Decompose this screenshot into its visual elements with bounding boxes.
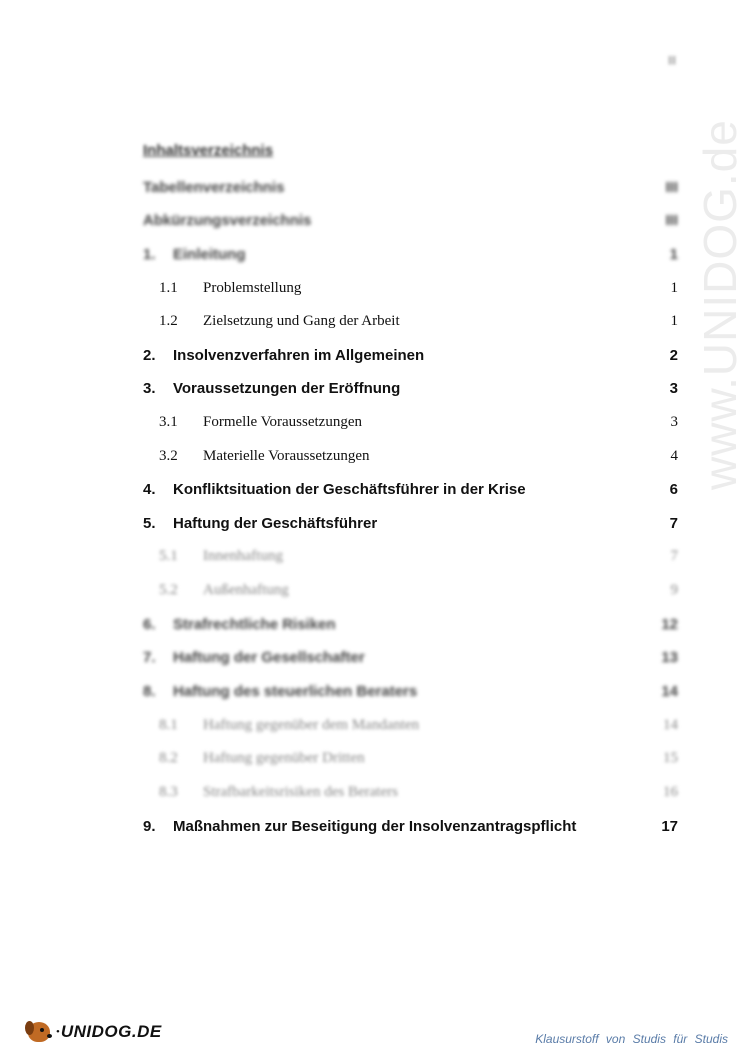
toc-entry-label: Strafrechtliche Risiken — [173, 615, 336, 633]
toc-entry-9 — [143, 809, 678, 843]
toc-entry-3 — [143, 371, 678, 405]
toc-entry-page: III — [665, 178, 678, 196]
toc-entry-page: 4 — [670, 447, 678, 464]
toc-entry-page: 1 — [669, 245, 678, 263]
toc-entry-page: 1 — [670, 312, 678, 329]
toc-entry-number: 5.1 — [159, 547, 178, 564]
toc-entry-8-1 — [143, 708, 678, 742]
toc-entry-page: 12 — [661, 615, 678, 633]
toc-entry-page: 2 — [669, 346, 678, 364]
toc-entry-3-2 — [143, 439, 678, 473]
toc-entry-number: 6. — [143, 615, 156, 633]
toc-entry-label: Haftung der Gesellschafter — [173, 648, 365, 666]
toc-entry-4 — [143, 472, 678, 506]
footer-tagline: Klausurstoff von Studis für Studis — [535, 1032, 728, 1046]
toc-entry-number: 8.1 — [159, 716, 178, 733]
toc-entry-3-1 — [143, 405, 678, 439]
toc-entry-number: 4. — [143, 480, 156, 498]
toc-entry-page: 6 — [669, 480, 678, 498]
toc-entry-page: 3 — [670, 413, 678, 430]
toc-entry-page: 16 — [663, 783, 678, 800]
toc-entry-number: 1. — [143, 245, 156, 263]
dog-mascot-icon — [24, 1018, 56, 1046]
toc-entry-page: 14 — [663, 716, 678, 733]
toc-entry-page: 15 — [663, 749, 678, 766]
toc-entry-page: 14 — [661, 682, 678, 700]
toc-entry-number: 9. — [143, 817, 156, 835]
toc-entry-8 — [143, 674, 678, 708]
toc-entry-label: Haftung gegenüber Dritten — [203, 749, 365, 766]
toc-entry-label: Insolvenzverfahren im Allgemeinen — [173, 346, 425, 364]
toc-entry-8-2 — [143, 741, 678, 775]
toc-entry-1 — [143, 237, 678, 271]
toc-entry-label: Haftung gegenüber dem Mandanten — [203, 716, 420, 733]
toc-entry-page: 7 — [670, 547, 678, 564]
toc-entry-7 — [143, 640, 678, 674]
toc-entry-6 — [143, 607, 678, 641]
watermark: www.UNIDOG.de — [694, 119, 746, 490]
unidog-logo[interactable] — [24, 1018, 162, 1046]
toc-entry-number: 3.2 — [159, 447, 178, 464]
toc-entry-number: 1.2 — [159, 312, 178, 329]
toc-entry-number: 7. — [143, 648, 156, 666]
toc-entry-number: 2. — [143, 346, 156, 364]
toc-entry-page: 3 — [669, 379, 678, 397]
toc-entry-page: 17 — [661, 817, 678, 835]
paw-icon: • — [56, 1026, 60, 1038]
toc-entry-label: Abkürzungsverzeichnis — [143, 211, 312, 229]
toc-entry-number: 8.2 — [159, 749, 178, 766]
toc-entry-label: Tabellenverzeichnis — [143, 178, 285, 196]
toc-entry-label: Materielle Voraussetzungen — [203, 447, 370, 464]
toc-entry-page: III — [665, 211, 678, 229]
toc-entry-label: Maßnahmen zur Beseitigung der Insolvenzantragspflicht — [173, 817, 577, 835]
toc-entry-label: Strafbarkeitsrisiken des Beraters — [203, 783, 398, 800]
toc-entry-1-1 — [143, 271, 678, 305]
toc-entry-number: 5.2 — [159, 581, 178, 598]
toc-entry-label: Problemstellung — [203, 279, 302, 296]
toc-entry-number: 3. — [143, 379, 156, 397]
toc-entry-tabellenverzeichnis — [143, 170, 678, 204]
toc-entry-label: Innenhaftung — [203, 547, 283, 564]
toc-entry-page: 9 — [670, 581, 678, 598]
page-number: II — [668, 53, 676, 67]
toc-entry-label: Haftung des steuerlichen Beraters — [173, 682, 418, 700]
toc-entry-number: 1.1 — [159, 279, 178, 296]
toc-entry-number: 3.1 — [159, 413, 178, 430]
toc-entry-number: 8.3 — [159, 783, 178, 800]
toc-entry-label: Voraussetzungen der Eröffnung — [173, 379, 401, 397]
toc-entry-label: Außenhaftung — [203, 581, 289, 598]
toc-entry-page: 7 — [669, 514, 678, 532]
logo-text: UNIDOG.DE — [60, 1022, 162, 1041]
toc-entry-8-3 — [143, 775, 678, 809]
toc-entry-label: Formelle Voraussetzungen — [203, 413, 363, 430]
toc-entry-label: Zielsetzung und Gang der Arbeit — [203, 312, 400, 329]
toc-title: Inhaltsverzeichnis — [143, 142, 274, 159]
toc-entry-label: Konfliktsituation der Geschäftsführer in der Krise — [173, 480, 526, 498]
toc-entry-5-2 — [143, 573, 678, 607]
toc-entry-page: 13 — [661, 648, 678, 666]
toc-entry-number: 5. — [143, 514, 156, 532]
toc-entry-label: Haftung der Geschäftsführer — [173, 514, 378, 532]
toc-entry-abkuerzungsverzeichnis — [143, 203, 678, 237]
toc-entry-number: 8. — [143, 682, 156, 700]
toc-entry-2 — [143, 338, 678, 372]
toc-entry-5-1 — [143, 539, 678, 573]
toc-entry-5 — [143, 506, 678, 540]
toc-entry-label: Einleitung — [173, 245, 246, 263]
toc-entry-1-2 — [143, 304, 678, 338]
toc-entry-page: 1 — [670, 279, 678, 296]
